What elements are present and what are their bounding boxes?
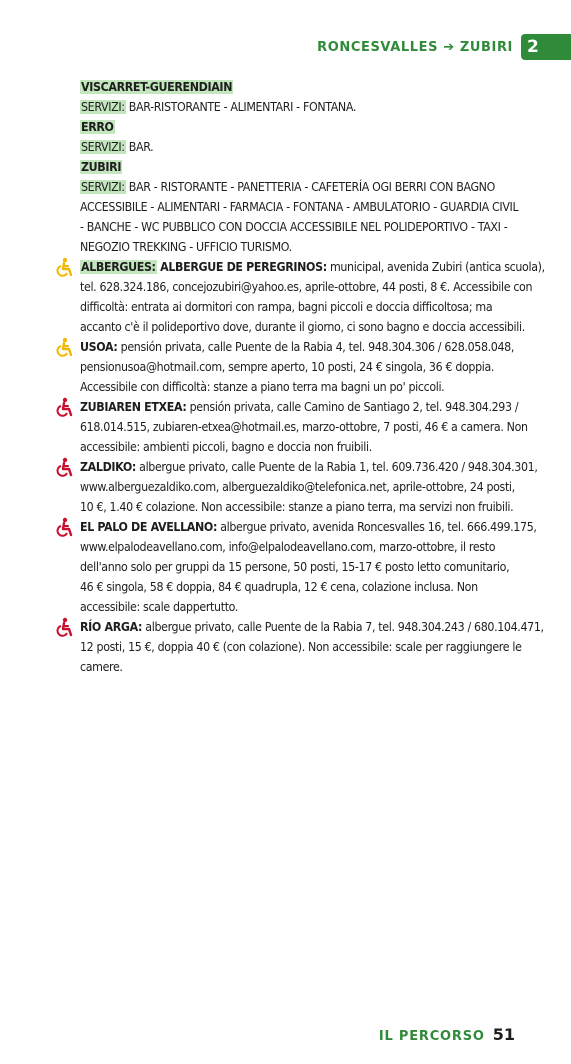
route-title: RONCESVALLES ➔ ZUBIRI <box>317 39 513 55</box>
lodging-line <box>80 357 520 377</box>
lodging-line <box>80 557 520 577</box>
lodging-text: Accessibile con difficoltà: stanze a piano terra ma bagni un po' piccoli. <box>80 380 445 394</box>
lodging-line <box>80 437 520 457</box>
lodging-text: albergue privato, avenida Roncesvalles 16, tel. 666.499.175, <box>217 520 537 534</box>
town-name: VISCARRET-GUERENDIAIN <box>81 80 233 94</box>
page-content <box>80 77 545 677</box>
chapter-badge: 2 <box>521 34 571 60</box>
town-name: ERRO <box>81 120 114 134</box>
town-name: ZUBIRI <box>81 160 122 174</box>
wheelchair-yellow-icon <box>52 337 74 357</box>
lodging-text: pensionusoa@hotmail.com, sempre aperto, 10 posti, 24 € singola, 36 € doppia. <box>80 360 495 374</box>
lodging-text: 46 € singola, 58 € doppia, 84 € quadrupla, 12 € cena, colazione inclusa. Non <box>80 580 478 594</box>
lodging-line <box>80 517 537 537</box>
lodging-line <box>80 297 520 317</box>
lodging-text: 12 posti, 15 €, doppia 40 € (con colazione). Non accessibile: scale per raggiungere le <box>80 640 522 654</box>
lodging-text: pensión privata, calle Camino de Santiago 2, tel. 948.304.293 / <box>186 400 519 414</box>
page-header <box>317 34 571 60</box>
services-line <box>80 197 520 217</box>
lodging-line <box>80 497 520 517</box>
services-text: NEGOZIO TREKKING - UFFICIO TURISMO. <box>80 240 292 254</box>
wheelchair-red-icon <box>52 457 74 477</box>
services-text: - BANCHE - WC PUBBLICO CON DOCCIA ACCESSIBILE NEL POLIDEPORTIVO - TAXI - <box>80 220 508 234</box>
lodging-line <box>80 657 520 677</box>
lodging-name: ZALDIKO: <box>80 460 136 474</box>
lodging-name: RÍO ARGA: <box>80 620 143 634</box>
lodging-line <box>80 337 520 357</box>
lodging-text: 618.014.515, zubiaren-etxea@hotmail.es, marzo-ottobre, 7 posti, 46 € a camera. Non <box>80 420 528 434</box>
services-line <box>80 217 520 237</box>
albergues-label: ALBERGUES: <box>81 260 156 274</box>
services-text: BAR. <box>125 140 154 154</box>
wheelchair-red-icon <box>52 617 74 637</box>
lodging-text: tel. 628.324.186, concejozubiri@yahoo.es, aprile-ottobre, 44 posti, 8 €. Accessibile con <box>80 280 533 294</box>
services-text: BAR-RISTORANTE - ALIMENTARI - FONTANA. <box>125 100 357 114</box>
lodging-line <box>80 417 528 437</box>
lodging-name: ZUBIAREN ETXEA: <box>80 400 187 414</box>
wheelchair-red-icon <box>52 397 74 417</box>
lodging-name: ALBERGUE DE PEREGRINOS: <box>156 260 327 274</box>
lodging-text: www.elpalodeavellano.com, info@elpalodeavellano.com, marzo-ottobre, il resto <box>80 540 496 554</box>
lodging-text: accessibile: ambienti piccoli, bagno e doccia non fruibili. <box>80 440 372 454</box>
lodging-name: EL PALO DE AVELLANO: <box>80 520 218 534</box>
lodging-line <box>80 477 520 497</box>
lodging-text: dell'anno solo per gruppi da 15 persone, 50 posti, 15-17 € posto letto comunitario, <box>80 560 510 574</box>
lodging-text: accanto c'è il polideportivo dove, durante il giorno, ci sono bagno e doccia accessibili. <box>80 320 525 334</box>
lodging-text: albergue privato, calle Puente de la Rabia 1, tel. 609.736.420 / 948.304.301, <box>135 460 538 474</box>
wheelchair-yellow-icon <box>52 257 74 277</box>
lodging-text: www.alberguezaldiko.com, alberguezaldiko@telefonica.net, aprile-ottobre, 24 posti, <box>80 480 515 494</box>
lodging-line <box>80 597 520 617</box>
lodging-name: USOA: <box>80 340 118 354</box>
services-label: SERVIZI: <box>81 100 125 114</box>
lodging-line <box>80 397 520 417</box>
section-label: IL PERCORSO <box>378 1029 485 1044</box>
lodging-line <box>80 257 545 277</box>
services-line <box>80 97 520 117</box>
lodging-text: albergue privato, calle Puente de la Rabia 7, tel. 948.304.243 / 680.104.471, <box>142 620 544 634</box>
lodging-text: difficoltà: entrata ai dormitori con rampa, bagni piccoli e doccia difficoltosa; ma <box>80 300 493 314</box>
services-label: SERVIZI: <box>81 180 125 194</box>
lodging-text: 10 €, 1.40 € colazione. Non accessibile: stanze a piano terra, ma servizi non fruibili. <box>80 500 514 514</box>
lodging-line <box>80 617 544 637</box>
services-text: ACCESSIBILE - ALIMENTARI - FARMACIA - FONTANA - AMBULATORIO - GUARDIA CIVIL <box>80 200 519 214</box>
town-heading <box>80 77 520 97</box>
lodging-text: camere. <box>80 660 123 674</box>
lodging-line <box>80 457 538 477</box>
lodging-line <box>80 277 533 297</box>
lodging-line <box>80 537 520 557</box>
lodging-line <box>80 637 520 657</box>
services-line <box>80 177 520 197</box>
lodging-text: pensión privata, calle Puente de la Rabia 4, tel. 948.304.306 / 628.058.048, <box>117 340 515 354</box>
lodging-line <box>80 317 525 337</box>
services-line <box>80 137 520 157</box>
lodging-line <box>80 377 520 397</box>
services-line <box>80 237 520 257</box>
page-number: 51 <box>492 1025 515 1044</box>
town-heading <box>80 157 520 177</box>
lodging-text: municipal, avenida Zubiri (antica scuola), <box>326 260 545 274</box>
lodging-line <box>80 577 520 597</box>
lodging-text: accessibile: scale dappertutto. <box>80 600 239 614</box>
services-text: BAR - RISTORANTE - PANETTERIA - CAFETERÍA OGI BERRI CON BAGNO <box>125 180 495 194</box>
town-heading <box>80 117 520 137</box>
wheelchair-red-icon <box>52 517 74 537</box>
services-label: SERVIZI: <box>81 140 125 154</box>
page-footer <box>379 1025 515 1044</box>
